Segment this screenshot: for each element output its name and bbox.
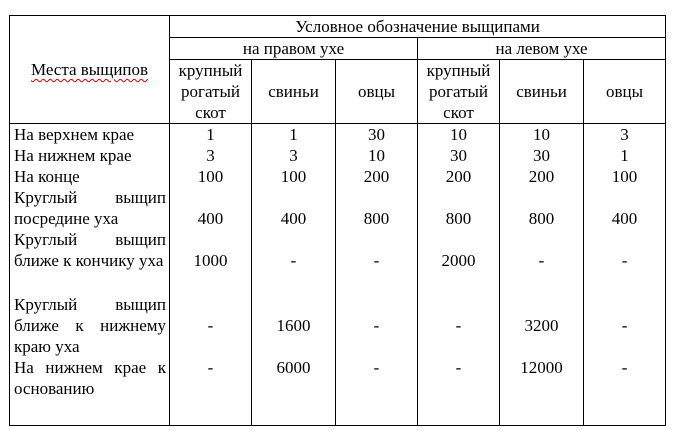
table-row — [10, 187, 666, 229]
cell-value: 10 — [418, 124, 500, 146]
cell-value: 10 — [500, 124, 584, 146]
cell-value: - — [584, 357, 666, 425]
cell-value: 1600 — [252, 292, 336, 357]
header-places — [10, 16, 170, 124]
table-row — [10, 166, 666, 187]
row-label: На нижнем крае — [10, 145, 170, 166]
header-left-ear: на левом ухе — [418, 38, 666, 60]
row-label: На верхнем крае — [10, 124, 170, 146]
cell-value: 800 — [336, 187, 418, 229]
cell-value: 10 — [336, 145, 418, 166]
header-designation: Условное обозначение выщипами — [170, 16, 666, 38]
cell-value: 12000 — [500, 357, 584, 425]
cell-value: 100 — [170, 166, 252, 187]
cell-value: 1000 — [170, 229, 252, 292]
cell-value: - — [336, 292, 418, 357]
cell-value: 400 — [252, 187, 336, 229]
cell-value: - — [584, 229, 666, 292]
cell-value: - — [170, 357, 252, 425]
cell-value: 3 — [252, 145, 336, 166]
cell-value: - — [252, 229, 336, 292]
row-label: Круглый выщип посредине уха — [10, 187, 170, 229]
table-row — [10, 145, 666, 166]
cell-value: - — [418, 357, 500, 425]
table-row — [10, 229, 666, 292]
header-sheep-left: овцы — [584, 60, 666, 124]
header-pigs-left: свиньи — [500, 60, 584, 124]
cell-value: 30 — [500, 145, 584, 166]
row-label: На конце — [10, 166, 170, 187]
row-label: На нижнем крае к основанию — [10, 357, 170, 425]
cell-value: 400 — [584, 187, 666, 229]
cell-value: 3 — [584, 124, 666, 146]
table-row — [10, 357, 666, 425]
header-sheep-right: овцы — [336, 60, 418, 124]
row-label: Круглый выщип ближе к кончику уха — [10, 229, 170, 292]
cell-value: 100 — [584, 166, 666, 187]
cell-value: 1 — [584, 145, 666, 166]
header-pigs-right: свиньи — [252, 60, 336, 124]
cell-value: 100 — [252, 166, 336, 187]
cell-value: 400 — [170, 187, 252, 229]
cell-value: - — [584, 292, 666, 357]
cell-value: - — [336, 357, 418, 425]
cell-value: 1 — [252, 124, 336, 146]
ear-notch-table — [9, 15, 666, 426]
cell-value: 2000 — [418, 229, 500, 292]
cell-value: - — [336, 229, 418, 292]
cell-value: - — [500, 229, 584, 292]
cell-value: 200 — [418, 166, 500, 187]
cell-value: 200 — [500, 166, 584, 187]
cell-value: 3 — [170, 145, 252, 166]
cell-value: 200 — [336, 166, 418, 187]
table-row — [10, 124, 666, 146]
table-row — [10, 292, 666, 357]
header-cattle-right: крупный рогатый скот — [170, 60, 252, 124]
header-cattle-left: крупный рогатый скот — [418, 60, 500, 124]
cell-value: 1 — [170, 124, 252, 146]
row-label: Круглый выщип ближе к нижнему краю уха — [10, 292, 170, 357]
cell-value: 3200 — [500, 292, 584, 357]
cell-value: 30 — [336, 124, 418, 146]
header-places-text: Места выщипов — [30, 60, 149, 79]
cell-value: 800 — [500, 187, 584, 229]
cell-value: - — [418, 292, 500, 357]
cell-value: 6000 — [252, 357, 336, 425]
header-right-ear: на правом ухе — [170, 38, 418, 60]
cell-value: 800 — [418, 187, 500, 229]
cell-value: - — [170, 292, 252, 357]
cell-value: 30 — [418, 145, 500, 166]
